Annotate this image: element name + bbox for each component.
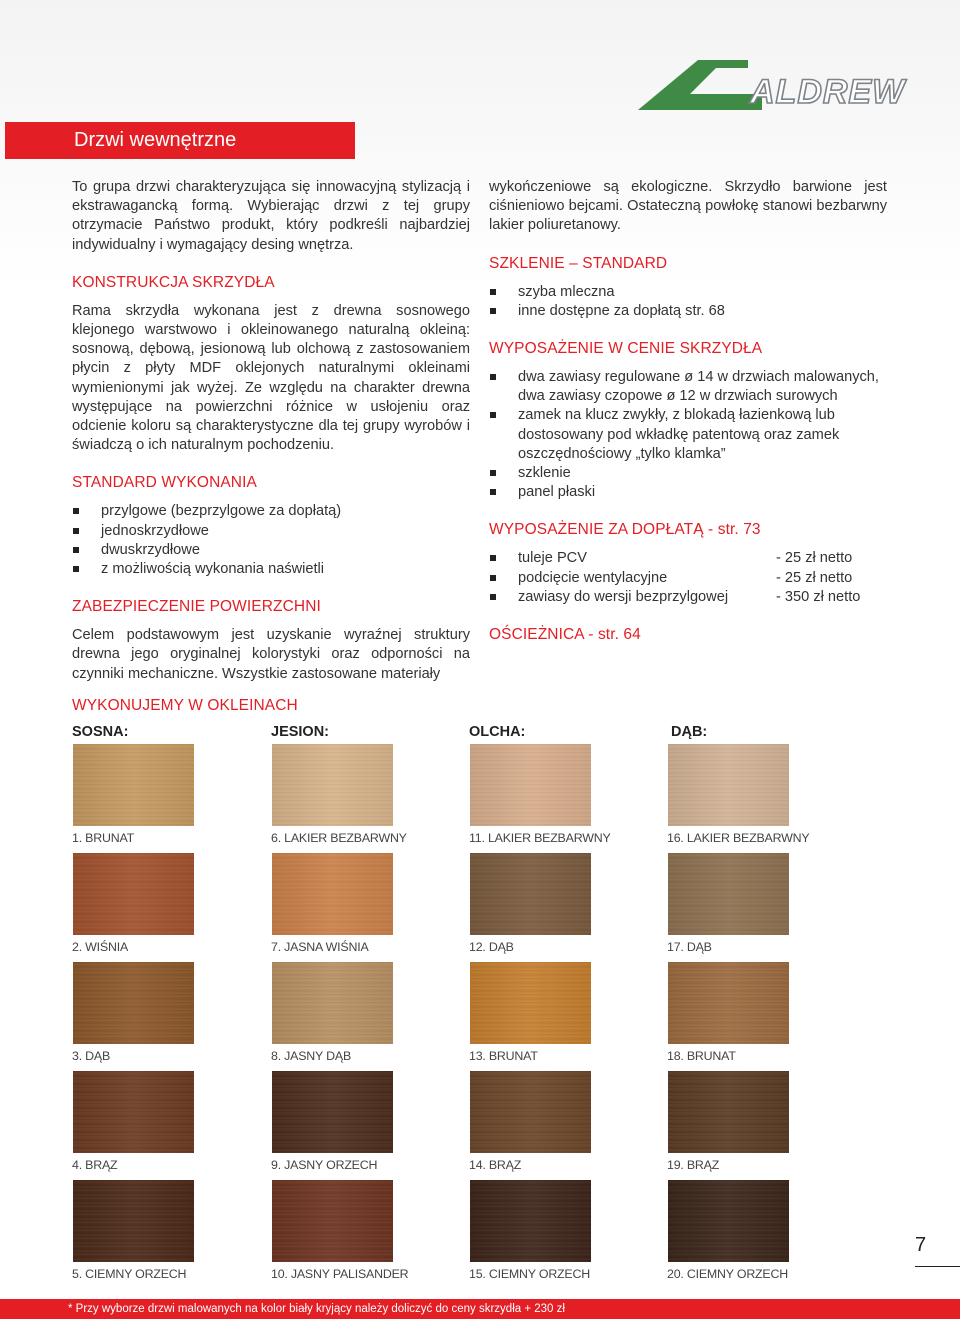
swatch-label: 5. CIEMNY ORZECH bbox=[72, 1267, 187, 1281]
continued-paragraph: wykończeniowe są ekologiczne. Skrzydło barwione jest ciśnieniowo bejcami. Ostateczną powłokę stanowi bezbarwny lakier poliuretanowy. bbox=[489, 179, 887, 234]
page-number: 7 bbox=[915, 1234, 927, 1256]
standard-heading: STANDARD WYKONANIA bbox=[72, 474, 257, 492]
wyposazenie-list bbox=[489, 368, 887, 502]
list-item: zamek na klucz zwykły, z blokadą łazienkową lub dostosowany pod wkładkę patentową oraz zamek oszczędnościowy „tylko klamka” bbox=[489, 406, 887, 464]
intro-paragraph: To grupa drzwi charakteryzująca się innowacyjną stylizacją i ekstrawagancką formą. Wybierając drzwi z tej grupy otrzymacie Państwo produkt, który podkreśli najbardziej indywidualny i wymagający desing wnętrza. bbox=[72, 179, 470, 253]
swatch-label: 9. JASNY ORZECH bbox=[271, 1158, 378, 1172]
list-item: przylgowe (bezprzylgowe za dopłatą) bbox=[72, 502, 470, 521]
swatch-label: 2. WIŚNIA bbox=[72, 940, 129, 954]
list-item: inne dostępne za dopłatą str. 68 bbox=[489, 302, 887, 321]
veneer-swatch bbox=[73, 744, 194, 826]
doplata-heading: WYPOSAŻENIE ZA DOPŁATĄ - str. 73 bbox=[489, 521, 761, 539]
szklenie-heading: SZKLENIE – STANDARD bbox=[489, 254, 668, 272]
swatch-label: 12. DĄB bbox=[469, 940, 514, 954]
veneer-swatch bbox=[272, 962, 393, 1044]
swatch-label: 6. LAKIER BEZBARWNY bbox=[271, 831, 407, 845]
veneer-swatch bbox=[668, 744, 789, 826]
swatch-label: 17. DĄB bbox=[667, 940, 712, 954]
veneer-swatch bbox=[73, 853, 194, 935]
item-price: - 25 zł netto bbox=[776, 569, 853, 586]
swatch-label: 16. LAKIER BEZBARWNY bbox=[667, 831, 810, 845]
konstrukcja-heading: KONSTRUKCJA SKRZYDŁA bbox=[72, 273, 275, 291]
veneer-swatch bbox=[73, 1180, 194, 1262]
veneer-swatch bbox=[470, 744, 591, 826]
swatch-label: 1. BRUNAT bbox=[72, 831, 134, 845]
veneer-swatch bbox=[272, 1071, 393, 1153]
zabezpieczenie-paragraph: Celem podstawowym jest uzyskanie wyraźnej struktury drewna jego oryginalnej kolorystyki oraz odporności na czynniki mechaniczne. Wszystkie zastosowane materiały bbox=[72, 627, 470, 682]
swatch-label: 4. BRĄZ bbox=[72, 1158, 118, 1172]
wood-name: DĄB: bbox=[671, 724, 708, 740]
wood-name: JESION: bbox=[271, 724, 330, 740]
veneer-swatch bbox=[668, 1180, 789, 1262]
doplata-list bbox=[489, 549, 887, 607]
swatch-label: 20. CIEMNY ORZECH bbox=[667, 1267, 788, 1281]
list-item: z możliwością wykonania naświetli bbox=[72, 560, 470, 579]
veneer-swatch bbox=[668, 962, 789, 1044]
item-name: podcięcie wentylacyjne bbox=[518, 569, 668, 586]
list-item bbox=[489, 549, 887, 568]
list-item: dwuskrzydłowe bbox=[72, 541, 470, 560]
oscieznica-heading: OŚCIEŻNICA - str. 64 bbox=[489, 626, 641, 644]
swatch-label: 13. BRUNAT bbox=[469, 1049, 538, 1063]
wyposazenie-heading: WYPOSAŻENIE W CENIE SKRZYDŁA bbox=[489, 340, 763, 358]
swatch-label: 18. BRUNAT bbox=[667, 1049, 736, 1063]
left-column bbox=[72, 178, 470, 684]
veneers-heading: WYKONUJEMY W OKLEINACH bbox=[72, 697, 298, 714]
veneer-swatch bbox=[470, 1180, 591, 1262]
swatch-label: 7. JASNA WIŚNIA bbox=[271, 940, 369, 954]
veneer-swatch bbox=[272, 744, 393, 826]
right-column bbox=[489, 178, 887, 644]
list-item: panel płaski bbox=[489, 483, 887, 502]
veneer-swatch bbox=[272, 853, 393, 935]
veneer-swatch bbox=[668, 853, 789, 935]
list-item: szyba mleczna bbox=[489, 283, 887, 302]
item-name: zawiasy do wersji bezprzylgowej bbox=[518, 588, 729, 605]
swatch-label: 15. CIEMNY ORZECH bbox=[469, 1267, 590, 1281]
swatch-label: 3. DĄB bbox=[72, 1049, 111, 1063]
logo-text: ALDREW bbox=[750, 73, 906, 111]
veneer-swatch bbox=[73, 1071, 194, 1153]
standard-list bbox=[72, 502, 470, 579]
footer-note: * Przy wyborze drzwi malowanych na kolor biały kryjący należy doliczyć do ceny skrzydła + 230 zł bbox=[0, 1299, 960, 1319]
wood-name: OLCHA: bbox=[469, 724, 526, 740]
swatch-label: 19. BRĄZ bbox=[667, 1158, 720, 1172]
swatch-label: 14. BRĄZ bbox=[469, 1158, 522, 1172]
konstrukcja-paragraph: Rama skrzydła wykonana jest z drewna sosnowego klejonego warstwowo i okleinowanego naturalną okleiną: sosnową, dębową, jesionową lub olchową z zastosowaniem płycin z płyty MDF oklejonych naturalnymi okleinami wymienionymi jak wyżej. Ze względu na charakter drewna występujące na powierzchni różnice w usłojeniu oraz odcienie koloru są charakterystyczne dla tej grupy wyrobów i świadczą o ich naturalnym pochodzeniu. bbox=[72, 302, 470, 454]
aldrew-logo bbox=[638, 54, 906, 116]
szklenie-list bbox=[489, 283, 887, 321]
veneer-swatch bbox=[470, 962, 591, 1044]
veneer-swatch bbox=[470, 1071, 591, 1153]
item-name: tuleje PCV bbox=[518, 550, 587, 567]
list-item bbox=[489, 588, 887, 607]
swatch-label: 11. LAKIER BEZBARWNY bbox=[469, 831, 611, 845]
wood-name: SOSNA: bbox=[72, 724, 129, 740]
list-item: jednoskrzydłowe bbox=[72, 522, 470, 541]
item-price: - 25 zł netto bbox=[776, 550, 853, 567]
list-item: dwa zawiasy regulowane ø 14 w drzwiach malowanych, dwa zawiasy czopowe ø 12 w drzwiach surowych bbox=[489, 368, 887, 406]
veneer-swatch bbox=[668, 1071, 789, 1153]
page-number-rule bbox=[915, 1266, 960, 1267]
item-price: - 350 zł netto bbox=[776, 588, 861, 605]
list-item: szklenie bbox=[489, 464, 887, 483]
swatch-label: 10. JASNY PALISANDER bbox=[271, 1267, 409, 1281]
swatch-label: 8. JASNY DĄB bbox=[271, 1049, 352, 1063]
veneer-swatch bbox=[272, 1180, 393, 1262]
veneer-swatch bbox=[73, 962, 194, 1044]
zabezpieczenie-heading: ZABEZPIECZENIE POWIERZCHNI bbox=[72, 598, 321, 616]
veneer-swatch bbox=[470, 853, 591, 935]
page-title: Drzwi wewnętrzne bbox=[5, 122, 355, 159]
list-item bbox=[489, 569, 887, 588]
